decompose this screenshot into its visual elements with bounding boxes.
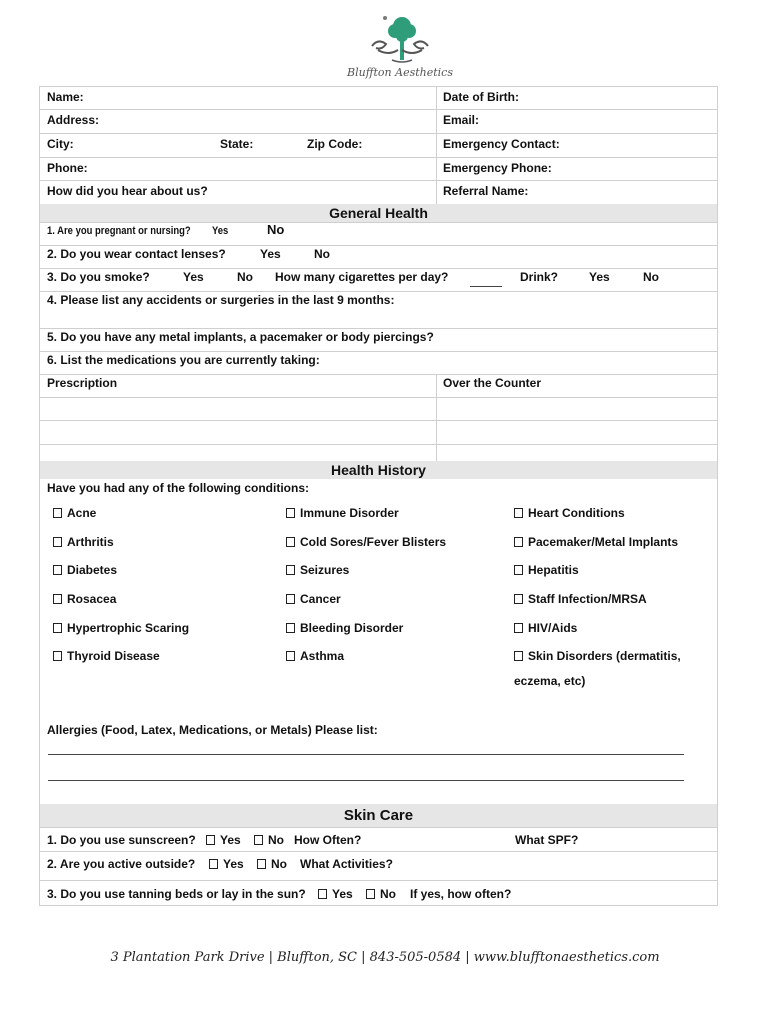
general-health-title: General Health	[329, 205, 428, 221]
checkbox-icon[interactable]	[209, 859, 218, 869]
sunscreen-spf: What SPF?	[515, 833, 579, 847]
q3-drink-no[interactable]: No	[643, 270, 659, 284]
q2-contacts: 2. Do you wear contact lenses?	[47, 247, 226, 261]
dob-label: Date of Birth:	[443, 90, 519, 104]
sunscreen-no[interactable]: No	[254, 833, 284, 847]
referral-label: Referral Name:	[443, 184, 529, 198]
health-history-title: Health History	[331, 462, 426, 478]
checkbox-icon[interactable]	[53, 565, 62, 575]
checkbox-icon[interactable]	[286, 537, 295, 547]
phone-label: Phone:	[47, 161, 88, 175]
emergency-phone-label: Emergency Phone:	[443, 161, 552, 175]
checkbox-icon[interactable]	[254, 835, 263, 845]
condition-checkbox-item[interactable]: Asthma	[286, 649, 344, 663]
condition-checkbox-item[interactable]: Cancer	[286, 592, 341, 606]
q1-yes[interactable]: Yes	[212, 225, 229, 237]
checkbox-icon[interactable]	[206, 835, 215, 845]
condition-continued-text: eczema, etc)	[514, 674, 586, 688]
active-no[interactable]: No	[257, 857, 287, 871]
tanning-yes[interactable]: Yes	[318, 887, 353, 901]
sunscreen-yes[interactable]: Yes	[206, 833, 241, 847]
sunscreen-question: 1. Do you use sunscreen?	[47, 833, 196, 847]
email-label: Email:	[443, 113, 480, 127]
condition-checkbox-item[interactable]: Thyroid Disease	[53, 649, 160, 663]
tree-logo-icon	[362, 10, 438, 68]
condition-checkbox-item[interactable]: HIV/Aids	[514, 621, 577, 635]
q3-drink: Drink?	[520, 270, 559, 284]
section-band	[39, 461, 718, 479]
q3-drink-yes[interactable]: Yes	[589, 270, 610, 284]
conditions-intro: Have you had any of the following conditions:	[47, 481, 310, 495]
active-activities: What Activities?	[300, 857, 393, 871]
condition-checkbox-item[interactable]: Skin Disorders (dermatitis,	[514, 649, 681, 663]
checkbox-icon[interactable]	[286, 651, 295, 661]
condition-checkbox-item[interactable]: Immune Disorder	[286, 506, 399, 520]
q2-yes[interactable]: Yes	[260, 247, 281, 261]
condition-checkbox-item[interactable]: Diabetes	[53, 563, 117, 577]
hear-about-label: How did you hear about us?	[47, 184, 208, 198]
checkbox-icon[interactable]	[53, 651, 62, 661]
allergies-label: Allergies (Food, Latex, Medications, or Metals) Please list:	[47, 723, 378, 737]
condition-checkbox-item[interactable]: Bleeding Disorder	[286, 621, 403, 635]
footer-address: 3 Plantation Park Drive | Bluffton, SC | 843-505-0584 | www.blufftonaesthetics.com	[110, 950, 660, 965]
q3-smoke: 3. Do you smoke?	[47, 270, 150, 284]
section-band	[39, 204, 718, 222]
cigarettes-field[interactable]	[470, 286, 502, 287]
condition-checkbox-item[interactable]: Rosacea	[53, 592, 116, 606]
checkbox-icon[interactable]	[286, 508, 295, 518]
tanning-no[interactable]: No	[366, 887, 396, 901]
condition-checkbox-item[interactable]: Hypertrophic Scaring	[53, 621, 189, 635]
prescription-header: Prescription	[47, 376, 118, 390]
checkbox-icon[interactable]	[514, 594, 523, 604]
condition-checkbox-item[interactable]: Hepatitis	[514, 563, 579, 577]
logo-text: Bluffton Aesthetics	[347, 66, 453, 79]
logo	[362, 10, 438, 68]
otc-header: Over the Counter	[443, 376, 542, 390]
checkbox-icon[interactable]	[514, 565, 523, 575]
city-label: City:	[47, 137, 74, 151]
skin-care-title: Skin Care	[343, 807, 414, 824]
checkbox-icon[interactable]	[53, 594, 62, 604]
checkbox-icon[interactable]	[514, 623, 523, 633]
name-label: Name:	[47, 90, 84, 104]
tanning-question: 3. Do you use tanning beds or lay in the sun?	[47, 887, 306, 901]
checkbox-icon[interactable]	[53, 508, 62, 518]
condition-checkbox-item[interactable]: Staff Infection/MRSA	[514, 592, 647, 606]
active-outside-question: 2. Are you active outside?	[47, 857, 196, 871]
q3-yes[interactable]: Yes	[183, 270, 204, 284]
checkbox-icon[interactable]	[53, 537, 62, 547]
checkbox-icon[interactable]	[514, 508, 523, 518]
q3-no[interactable]: No	[237, 270, 253, 284]
emergency-contact-label: Emergency Contact:	[443, 137, 560, 151]
q3-cigarettes: How many cigarettes per day?	[275, 270, 449, 284]
q4-accidents: 4. Please list any accidents or surgeries in the last 9 months:	[47, 293, 395, 307]
q1-pregnant: 1. Are you pregnant or nursing?	[47, 225, 191, 237]
tanning-often: If yes, how often?	[410, 887, 512, 901]
active-yes[interactable]: Yes	[209, 857, 244, 871]
q5-implants: 5. Do you have any metal implants, a pacemaker or body piercings?	[47, 330, 434, 344]
zip-label: Zip Code:	[307, 137, 363, 151]
checkbox-icon[interactable]	[514, 651, 523, 661]
allergies-line-2[interactable]	[48, 780, 684, 781]
checkbox-icon[interactable]	[286, 565, 295, 575]
q1-no[interactable]: No	[267, 222, 285, 237]
checkbox-icon[interactable]	[514, 537, 523, 547]
checkbox-icon[interactable]	[286, 594, 295, 604]
condition-checkbox-item[interactable]: Heart Conditions	[514, 506, 625, 520]
address-label: Address:	[47, 113, 100, 127]
condition-checkbox-item[interactable]: Acne	[53, 506, 96, 520]
q6-medications: 6. List the medications you are currently taking:	[47, 353, 320, 367]
checkbox-icon[interactable]	[366, 889, 375, 899]
section-band	[39, 804, 718, 827]
condition-checkbox-item[interactable]: Pacemaker/Metal Implants	[514, 535, 678, 549]
checkbox-icon[interactable]	[286, 623, 295, 633]
checkbox-icon[interactable]	[318, 889, 327, 899]
checkbox-icon[interactable]	[257, 859, 266, 869]
q2-no[interactable]: No	[314, 247, 330, 261]
sunscreen-often: How Often?	[294, 833, 362, 847]
condition-checkbox-item[interactable]: Cold Sores/Fever Blisters	[286, 535, 446, 549]
condition-checkbox-item[interactable]: Seizures	[286, 563, 349, 577]
checkbox-icon[interactable]	[53, 623, 62, 633]
condition-checkbox-item[interactable]: Arthritis	[53, 535, 114, 549]
state-label: State:	[220, 137, 254, 151]
allergies-line-1[interactable]	[48, 754, 684, 755]
